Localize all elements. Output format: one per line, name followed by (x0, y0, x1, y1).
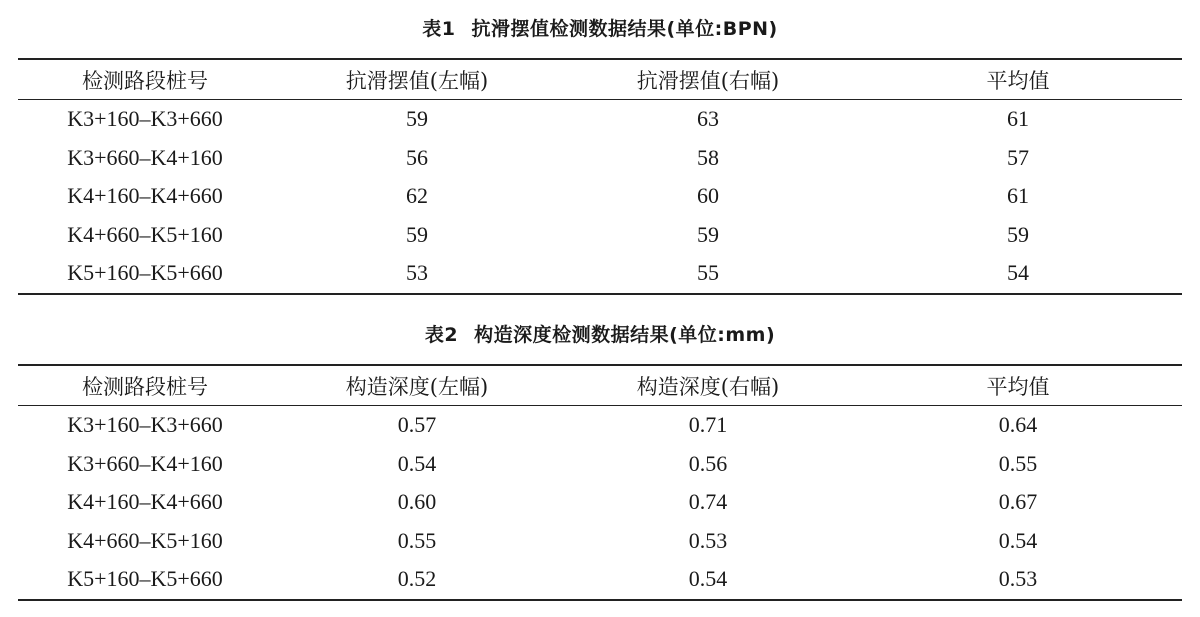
table1-header-left: 抗滑摆值(左幅) (345, 68, 489, 93)
table-row (18, 100, 1182, 139)
table2-caption (18, 306, 1182, 364)
table-cell: K4+160–K4+660 (67, 489, 223, 515)
table-cell: 61 (1007, 106, 1029, 132)
table1-header-section: 检测路段桩号 (82, 68, 208, 93)
table-cell: 63 (697, 106, 719, 132)
table-cell: 0.60 (397, 489, 437, 515)
table-cell: 0.71 (688, 412, 728, 438)
table-cell: 57 (1007, 144, 1029, 170)
table-cell: 0.67 (998, 489, 1038, 515)
table2-header-row (18, 365, 1182, 406)
table2-header-section: 检测路段桩号 (82, 374, 208, 399)
table-cell: K5+160–K5+660 (67, 566, 223, 592)
table-cell: K5+160–K5+660 (67, 260, 223, 286)
table-cell: K3+160–K3+660 (67, 412, 223, 438)
table-row (18, 177, 1182, 216)
table-cell: K3+160–K3+660 (67, 106, 223, 132)
skid-resistance-table (18, 58, 1182, 295)
table1-caption (18, 0, 1182, 58)
table-row (18, 483, 1182, 522)
table-row (18, 560, 1182, 600)
table-row (18, 522, 1182, 561)
table-cell: 0.74 (688, 489, 728, 515)
table-cell: 0.53 (688, 527, 728, 553)
texture-depth-table (18, 364, 1182, 601)
table-cell: K4+660–K5+160 (67, 221, 223, 247)
table-cell: 0.54 (397, 450, 437, 476)
table-cell: 59 (1007, 221, 1029, 247)
table2-caption-number: 表2 (424, 324, 459, 346)
skid-resistance-table-block (18, 0, 1182, 295)
table2-header-left: 构造深度(左幅) (345, 374, 489, 399)
table-row (18, 445, 1182, 484)
texture-depth-table-block (18, 306, 1182, 601)
table-cell: 59 (406, 106, 428, 132)
table-row (18, 254, 1182, 294)
table1-caption-number: 表1 (422, 18, 456, 40)
table-cell: 56 (406, 144, 428, 170)
table1-header-right: 抗滑摆值(右幅) (636, 68, 780, 93)
table-cell: 0.54 (998, 527, 1038, 553)
table-cell: 53 (406, 260, 428, 286)
table-row (18, 406, 1182, 445)
table2-header-right: 构造深度(右幅) (636, 374, 780, 399)
table2-header-average: 平均值 (986, 374, 1050, 399)
table-cell: 0.55 (397, 527, 437, 553)
table-cell: 62 (406, 183, 428, 209)
table-cell: 0.54 (688, 566, 728, 592)
table2-caption-text: 构造深度检测数据结果(单位:mm) (474, 324, 776, 346)
table-row (18, 139, 1182, 178)
table-cell: 0.57 (397, 412, 437, 438)
table-cell: 0.52 (397, 566, 437, 592)
table-cell: K4+160–K4+660 (67, 183, 223, 209)
table-cell: 0.53 (998, 566, 1038, 592)
table1-header-average: 平均值 (986, 68, 1050, 93)
table-cell: 61 (1007, 183, 1029, 209)
table-cell: K3+660–K4+160 (67, 144, 223, 170)
table-cell: 59 (697, 221, 719, 247)
table-cell: 58 (697, 144, 719, 170)
table-cell: 0.64 (998, 412, 1038, 438)
table-cell: 60 (697, 183, 719, 209)
table-cell: 59 (406, 221, 428, 247)
table-cell: 0.55 (998, 450, 1038, 476)
table-cell: K4+660–K5+160 (67, 527, 223, 553)
table-cell: 54 (1007, 260, 1029, 286)
table-cell: K3+660–K4+160 (67, 450, 223, 476)
table-cell: 0.56 (688, 450, 728, 476)
table1-caption-text: 抗滑摆值检测数据结果(单位:BPN) (471, 18, 778, 40)
table-cell: 55 (697, 260, 719, 286)
table-row (18, 216, 1182, 255)
table1-header-row (18, 59, 1182, 100)
